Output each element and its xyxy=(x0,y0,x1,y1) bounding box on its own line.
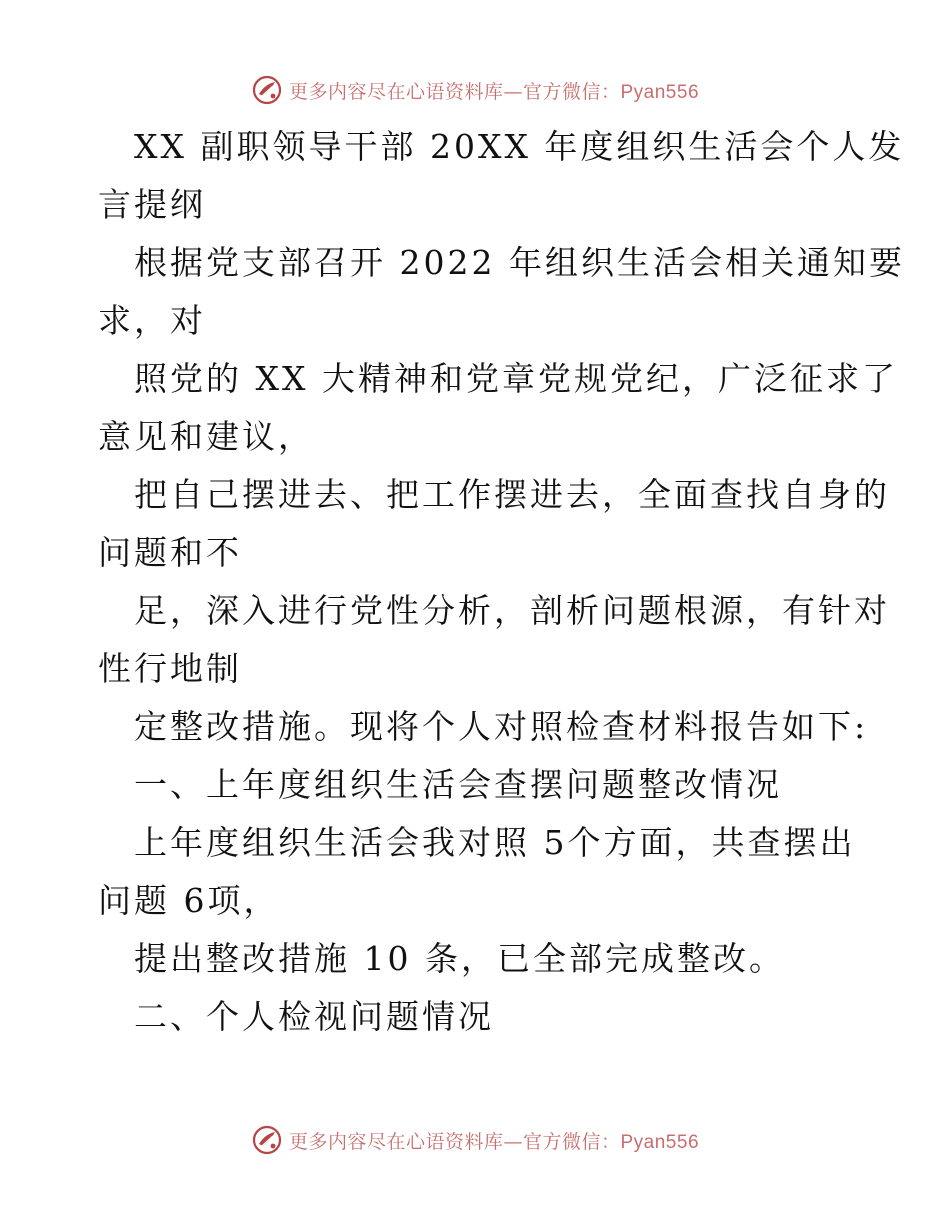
watermark-banner-top xyxy=(0,72,950,108)
logo-icon xyxy=(251,74,283,106)
watermark-text: 更多内容尽在心语资料库—官方微信：Pyan556 xyxy=(288,80,700,103)
watermark-handle: Pyan556 xyxy=(620,1131,700,1153)
paragraph-line: 上年度组织生活会我对照 5个方面，共查摆出 xyxy=(134,823,856,862)
paragraph-line: 性行地制 xyxy=(98,649,242,688)
paragraph-line: 根据党支部召开 2022 年组织生活会相关通知要 xyxy=(134,243,905,282)
logo-icon xyxy=(251,1124,283,1156)
title-line-2: 言提纲 xyxy=(98,185,206,224)
paragraph-line: 问题和不 xyxy=(98,533,242,572)
document-body xyxy=(98,118,905,1046)
paragraph-line: 提出整改措施 10 条，已全部完成整改。 xyxy=(134,939,785,978)
paragraph-line: 意见和建议， xyxy=(98,417,314,456)
paragraph-line: 定整改措施。现将个人对照检查材料报告如下: xyxy=(134,707,869,746)
watermark-banner-bottom xyxy=(0,1122,950,1158)
paragraph-line: 照党的 XX 大精神和党章党规党纪，广泛征求了 xyxy=(134,359,898,398)
section-heading-2: 二、个人检视问题情况 xyxy=(134,997,494,1036)
section-heading-1: 一、上年度组织生活会查摆问题整改情况 xyxy=(134,765,782,804)
paragraph-line: 问题 6项， xyxy=(98,881,280,920)
paragraph-line: 足，深入进行党性分析，剖析问题根源，有针对 xyxy=(134,591,890,630)
watermark-text: 更多内容尽在心语资料库—官方微信：Pyan556 xyxy=(288,1130,700,1153)
watermark-handle: Pyan556 xyxy=(620,81,700,103)
paragraph-line: 把自己摆进去、把工作摆进去，全面查找自身的 xyxy=(134,475,890,514)
title-line-1: XX 副职领导干部 20XX 年度组织生活会个人发 xyxy=(134,127,905,166)
paragraph-line: 求，对 xyxy=(98,301,206,340)
